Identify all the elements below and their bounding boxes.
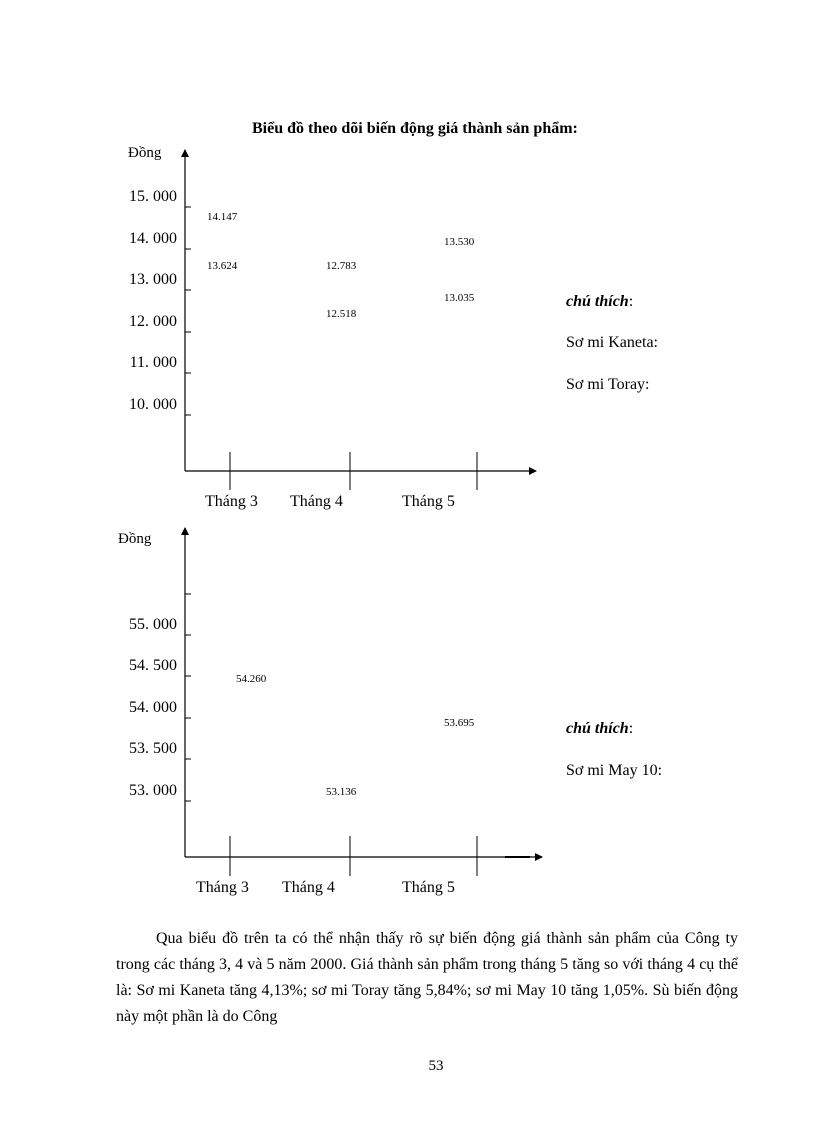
chart-1-x-tick-label: Tháng 3 (205, 493, 258, 510)
chart-2-y-unit-label: Đồng (118, 531, 152, 547)
chart-2-data-label-may10: 53.695 (444, 717, 475, 729)
chart-1-data-label-toray: 13.530 (444, 236, 475, 248)
chart-1-y-tick-label: 12. 000 (129, 313, 177, 330)
chart-1-title: Biểu đồ theo dõi biến động giá thành sản phẩm: (252, 120, 578, 137)
chart-2-data-label-may10: 54.260 (236, 673, 267, 685)
chart-1-y-tick-label: 15. 000 (129, 188, 177, 205)
chart-1-y-tick-label: 14. 000 (129, 230, 177, 247)
page-number: 53 (428, 1058, 444, 1074)
chart-1-data-label-kaneta: 13.035 (444, 292, 475, 304)
chart-1-y-tick-label: 10. 000 (129, 396, 177, 413)
chart-1-legend-item-kaneta: Sơ mi Kaneta: (566, 334, 658, 351)
chart-2-y-tick-label: 53. 500 (129, 740, 177, 757)
chart-2-x-tick-label: Tháng 4 (282, 879, 335, 896)
chart-1-legend-title-text: chú thích (566, 293, 629, 310)
body-paragraph: Qua biểu đồ trên ta có thể nhận thấy rõ sự biến động giá thành sản phẩm của Công ty trong các tháng 3, 4 và 5 năm 2000. Giá thành sản phẩm trong tháng 5 tăng so với tháng 4 cụ thể là: Sơ mi Kaneta tăng 4,13%; sơ mi Toray tăng 5,84%; sơ mi May 10 tăng 1,05%. Sù biến động này một phần là do Công (116, 930, 738, 1025)
chart-1-data-label-toray: 13.624 (207, 260, 238, 272)
chart-2-y-tick-label: 53. 000 (129, 782, 177, 799)
chart-1-data-label-toray: 12.783 (326, 260, 357, 272)
chart-1-data-label-kaneta: 12.518 (326, 308, 357, 320)
chart-2-y-tick-label: 54. 000 (129, 699, 177, 716)
chart-2-legend-title-text: chú thích (566, 720, 629, 737)
chart-1-y-tick-label: 11. 000 (129, 354, 177, 371)
chart-1-x-tick-label: Tháng 4 (290, 493, 343, 510)
chart-1-x-tick-label: Tháng 5 (402, 493, 455, 510)
chart-2-data-label-may10: 53.136 (326, 786, 357, 798)
chart-1-legend-item-toray: Sơ mi Toray: (566, 376, 650, 393)
chart-2-legend-title-colon: : (628, 720, 634, 737)
chart-2-legend-item-may10: Sơ mi May 10: (566, 762, 663, 779)
chart-1-legend-title (566, 293, 633, 311)
chart-2-y-tick-label: 54. 500 (129, 657, 177, 674)
chart-1-data-label-kaneta: 14.147 (207, 211, 238, 223)
chart-1-y-tick-label: 13. 000 (129, 271, 177, 288)
chart-2-legend-title (566, 720, 633, 738)
chart-1-legend-title-colon: : (628, 293, 634, 310)
chart-1-y-unit-label: Đồng (128, 145, 162, 161)
chart-2-x-tick-label: Tháng 5 (402, 879, 455, 896)
chart-2-x-tick-label: Tháng 3 (196, 879, 249, 896)
chart-2-y-tick-label: 55. 000 (129, 616, 177, 633)
